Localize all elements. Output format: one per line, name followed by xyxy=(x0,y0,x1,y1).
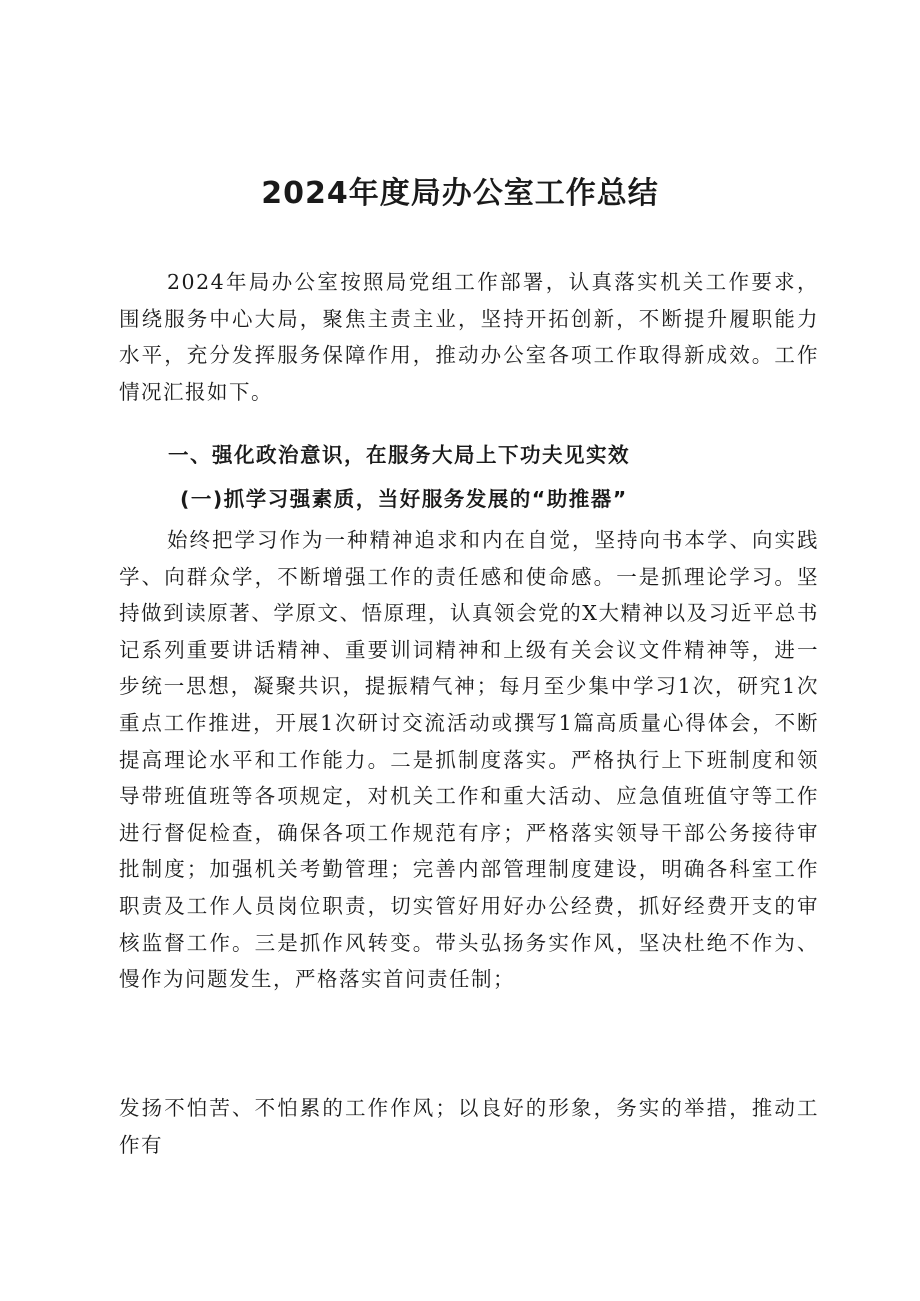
subsection-heading-1: (一)抓学习强素质，当好服务发展的“助推器” xyxy=(180,487,628,511)
intro-paragraph: 2024年局办公室按照局党组工作部署，认真落实机关工作要求，围绕服务中心大局，聚焦主责主业，坚持开拓创新，不断提升履职能力水平，充分发挥服务保障作用，推动办公室各项工作取得新成效。工作情况汇报如下。 xyxy=(119,270,819,404)
document-title: 2024年度局办公室工作总结 xyxy=(261,176,659,211)
continuation-paragraph: 发扬不怕苦、不怕累的工作作风；以良好的形象，务实的举措，推动工作有 xyxy=(119,1096,819,1157)
subsection-body-paragraph: 始终把学习作为一种精神追求和内在自觉，坚持向书本学、向实践学、向群众学，不断增强工作的责任感和使命感。一是抓理论学习。坚持做到读原著、学原文、悟原理，认真领会党的X大精神以及习近平总书记系列重要讲话精神、重要训词精神和上级有关会议文件精神等，进一步统一思想，凝聚共识，提振精气神；每月至少集中学习1次，研究1次重点工作推进，开展1次研讨交流活动或撰写1篇高质量心得体会，不断提高理论水平和工作能力。二是抓制度落实。严格执行上下班制度和领导带班值班等各项规定，对机关工作和重大活动、应急值班值守等工作进行督促检查，确保各项工作规范有序；严格落实领导干部公务接待审批制度；加强机关考勤管理；完善内部管理制度建设，明确各科室工作职责及工作人员岗位职责，切实管好用好办公经费，抓好经费开支的审核监督工作。三是抓作风转变。带头弘扬务实作风，坚决杜绝不作为、慢作为问题发生，严格落实首问责任制； xyxy=(119,528,819,992)
section-heading-1: 一、强化政治意识，在服务大局上下功夫见实效 xyxy=(168,443,630,467)
